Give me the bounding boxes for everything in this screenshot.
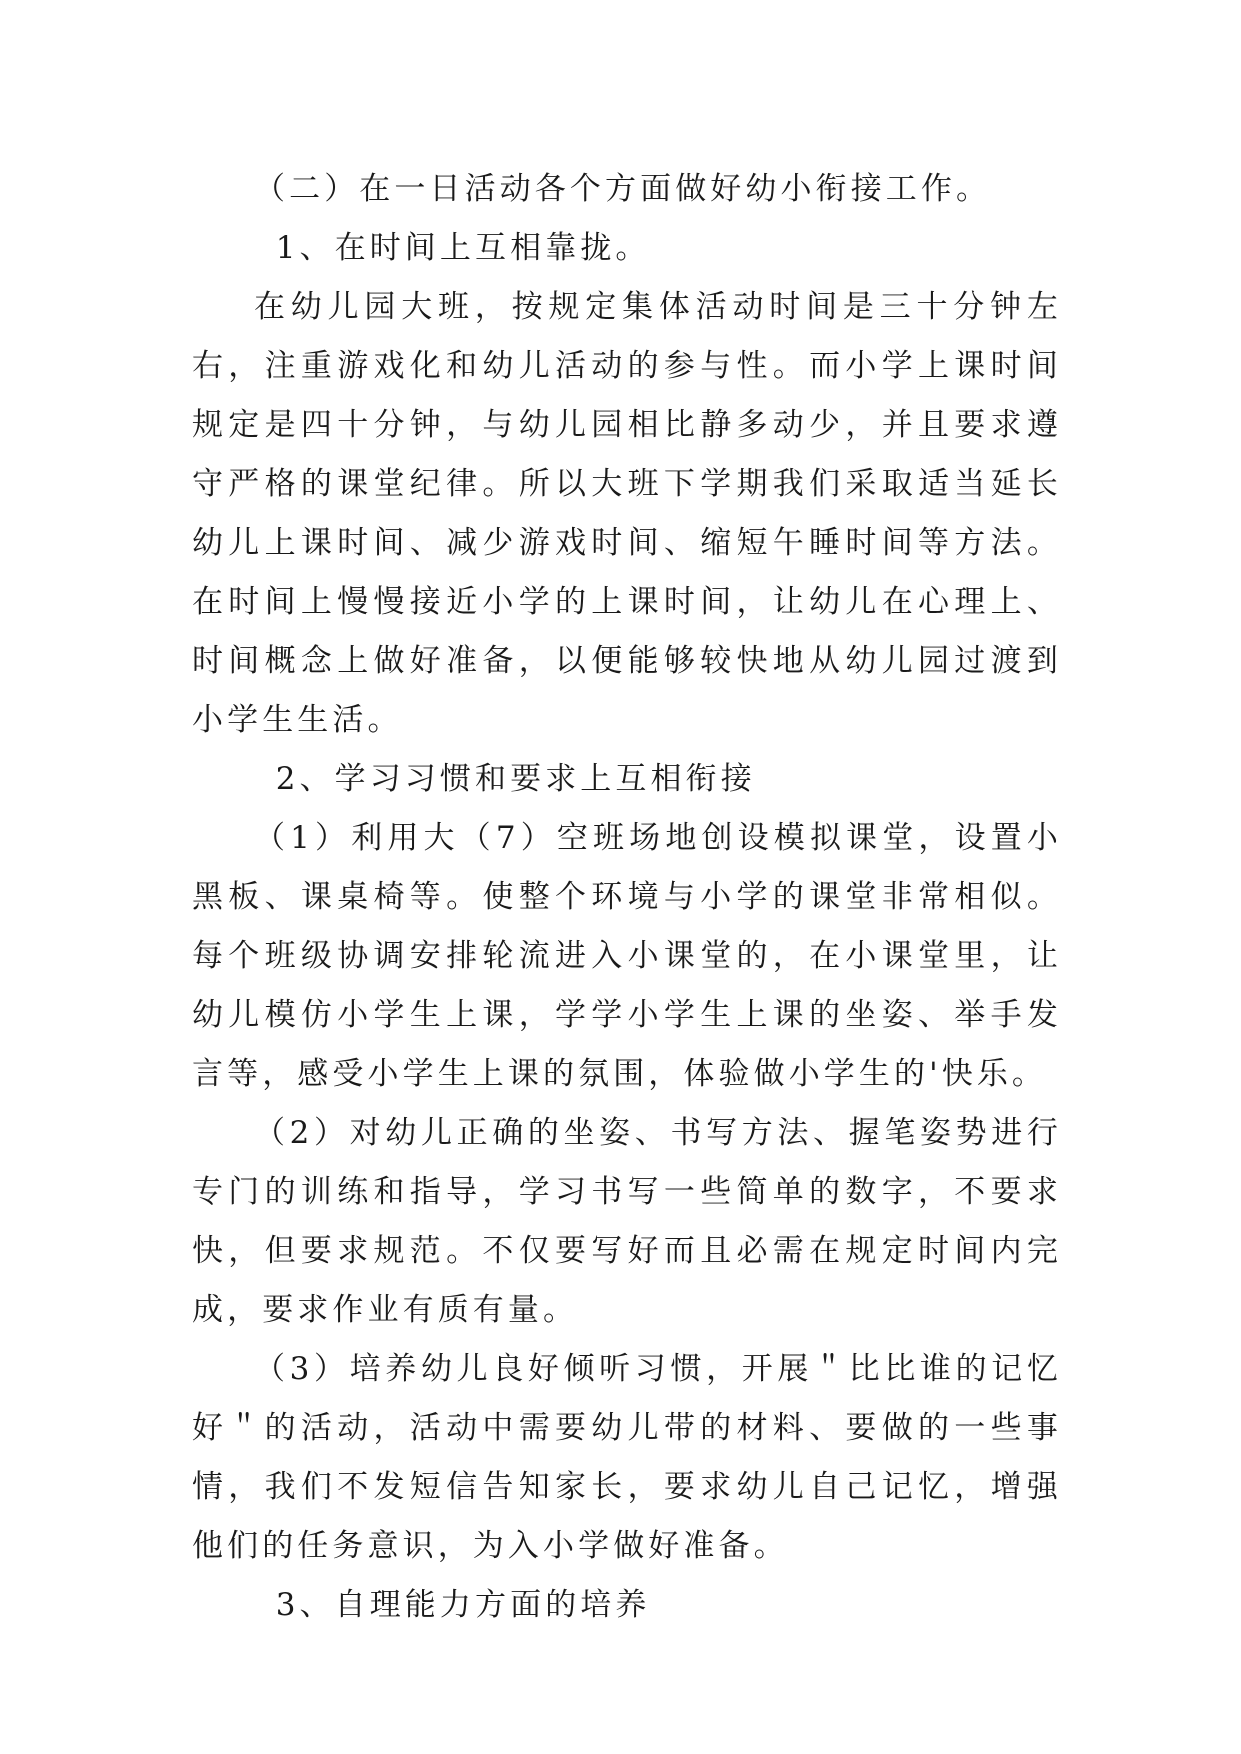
paragraph: （2）对幼儿正确的坐姿、书写方法、握笔姿势进行专门的训练和指导，学习书写一些简单的数字，不要求快，但要求规范。不仅要写好而且必需在规定时间内完成，要求作业有质有量。 — [192, 1115, 1062, 1328]
paragraph: （3）培养幼儿良好倾听习惯，开展＂比比谁的记忆好＂的活动，活动中需要幼儿带的材料、要做的一些事情，我们不发短信告知家长，要求幼儿自己记忆，增强他们的任务意识，为入小学做好准备。 — [192, 1351, 1062, 1564]
document-body — [192, 160, 1062, 1635]
item-heading-1: 1、在时间上互相靠拢。 — [275, 230, 651, 266]
paragraph: （1）利用大（7）空班场地创设模拟课堂，设置小黑板、课桌椅等。使整个环境与小学的课堂非常相似。每个班级协调安排轮流进入小课堂的，在小课堂里，让幼儿模仿小学生上课，学学小学生上课的坐姿、举手发言等，感受小学生上课的氛围，体验做小学生的'快乐。 — [192, 820, 1062, 1092]
item-heading-2: 2、学习习惯和要求上互相衔接 — [275, 761, 756, 797]
section-title: （二）在一日活动各个方面做好幼小衔接工作。 — [254, 171, 992, 207]
paragraph: 在幼儿园大班，按规定集体活动时间是三十分钟左右，注重游戏化和幼儿活动的参与性。而小学上课时间规定是四十分钟，与幼儿园相比静多动少，并且要求遵守严格的课堂纪律。所以大班下学期我们采取适当延长幼儿上课时间、减少游戏时间、缩短午睡时间等方法。在时间上慢慢接近小学的上课时间，让幼儿在心理上、时间概念上做好准备，以便能够较快地从幼儿园过渡到小学生生活。 — [192, 289, 1062, 738]
item-heading-3: 3、自理能力方面的培养 — [275, 1587, 651, 1623]
